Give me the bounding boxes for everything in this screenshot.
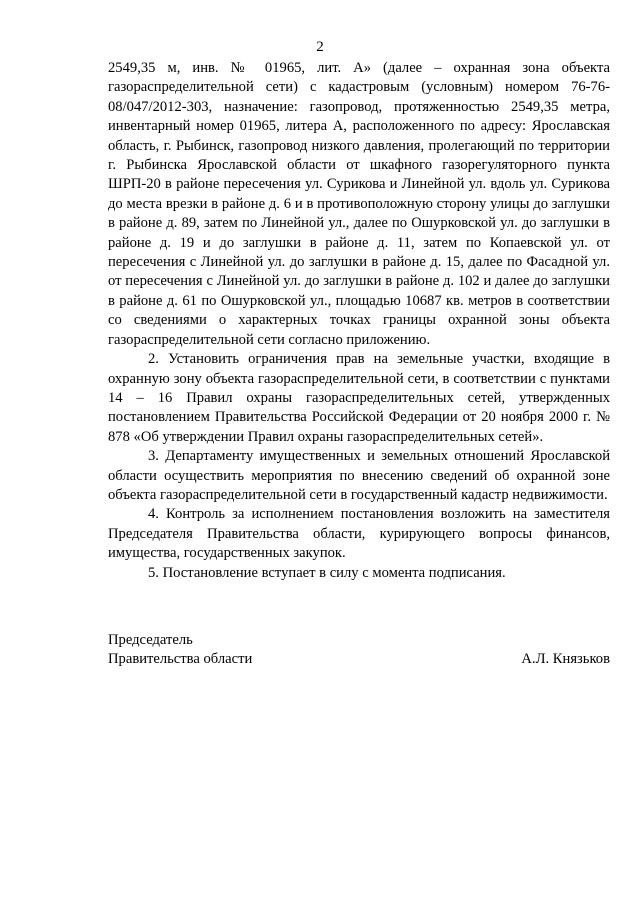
document-body: [108, 59, 610, 583]
paragraph-item-5: 5. Постановление вступает в силу с момента подписания.: [148, 564, 506, 581]
paragraph-item-4: 4. Контроль за исполнением постановления возложить на заместителя Председателя Правительства области, курирующего вопросы финансов, имущества, государственных закупок.: [108, 506, 610, 562]
signature-block: [108, 631, 610, 670]
signature-row: [108, 650, 610, 669]
paragraph-item-2: 2. Установить ограничения прав на земельные участки, входящие в охранную зону объекта газораспределительной сети, в соответствии с пунктами 14 – 16 Правил охраны газораспределительных сетей, утвержденных постановлением Правительства Российской Федерации от 20 ноября 2000 г. № 878 «Об утверждении Правил охраны газораспределительных сетей».: [108, 351, 610, 445]
signatory-position-line1: Председатель: [108, 632, 193, 648]
page-number: 2: [316, 39, 324, 55]
paragraph-continuation: 2549,35 м, инв. № 01965, лит. А» (далее – охранная зона объекта газораспределительной сети) с кадастровым (условным) номером 76-76-08/047/2012-303, назначение: газопровод, протяженностью 2549,35 метра, инвентарный номер 01965, литера А, расположенного по адресу: Ярославская область, г. Рыбинск, газопровод низкого давления, пролегающий по территории г. Рыбинска Ярославской области от шкафного газорегуляторного пункта ШРП-20 в районе пересечения ул. Сурикова и Линейной ул. вдоль ул. Сурикова до места врезки в районе д. 6 и в противоположную сторону улицы до заглушки в районе д. 89, затем по Линейной ул., далее по Ошурковской ул. до заглушки в районе д. 19 и до заглушки в районе д. 11, затем по Копаевской ул. от пересечения с Линейной ул. до заглушки в районе д. 15, далее по Фасадной ул. от пересечения с Линейной ул. до заглушки в районе д. 102 и далее до заглушки в районе д. 61 по Ошурковской ул., площадью 10687 кв. метров в соответствии со сведениями о характерных точках границы охранной зоны объекта газораспределительной сети согласно приложению.: [108, 60, 610, 348]
paragraph-item-3: 3. Департаменту имущественных и земельных отношений Ярославской области осуществить мероприятия по внесению сведений об охранной зоне объекта газораспределительной сети в государственный кадастр недвижимости.: [108, 448, 610, 503]
signatory-name: А.Л. Князьков: [521, 651, 610, 668]
signatory-position-line2: Правительства области: [108, 651, 253, 668]
